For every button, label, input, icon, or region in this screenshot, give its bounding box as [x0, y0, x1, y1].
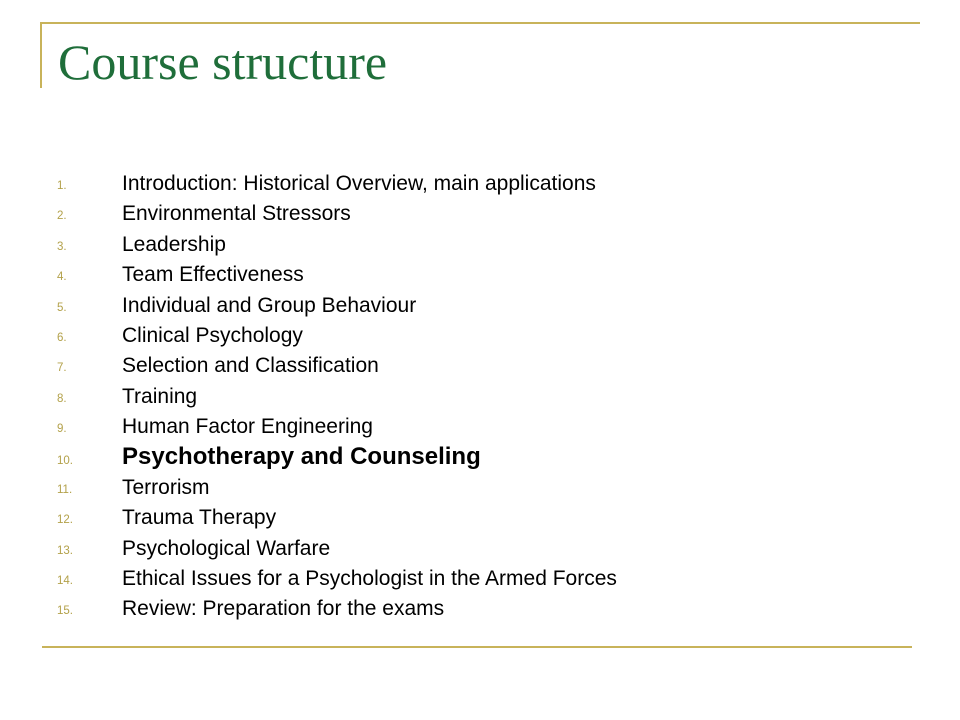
item-label: Individual and Group Behaviour	[122, 293, 417, 317]
list-item	[40, 170, 920, 200]
left-border-line	[40, 22, 42, 88]
item-number: 11.	[57, 483, 73, 496]
item-label: Psychotherapy and Counseling	[122, 442, 481, 470]
item-label: Training	[122, 384, 198, 408]
list-item	[40, 413, 920, 443]
item-label: Terrorism	[122, 475, 210, 499]
bottom-border-line	[42, 646, 912, 648]
item-number: 9.	[57, 423, 67, 436]
item-number: 3.	[57, 240, 67, 253]
item-number: 10.	[57, 454, 73, 467]
list-item	[40, 292, 920, 322]
slide-title: Course structure	[58, 34, 388, 90]
item-label: Leadership	[122, 232, 226, 256]
item-number: 5.	[57, 301, 67, 314]
item-label: Psychological Warfare	[122, 536, 331, 560]
top-border-line	[40, 22, 920, 24]
item-label: Team Effectiveness	[122, 263, 304, 287]
list-item	[40, 474, 920, 504]
item-number: 4.	[57, 271, 67, 284]
item-number: 14.	[57, 575, 73, 588]
item-number: 1.	[57, 180, 67, 192]
item-number: 15.	[57, 605, 73, 618]
list-item	[40, 352, 920, 382]
item-label: Trauma Therapy	[122, 506, 277, 530]
list-item	[40, 565, 920, 595]
list-item	[40, 504, 920, 534]
course-topic-list	[40, 170, 920, 626]
list-item	[40, 322, 920, 352]
item-number: 13.	[57, 544, 73, 557]
item-label: Review: Preparation for the exams	[122, 597, 445, 621]
item-number: 8.	[57, 392, 67, 405]
list-item	[40, 535, 920, 565]
item-number: 6.	[57, 331, 67, 344]
item-label: Environmental Stressors	[122, 202, 351, 226]
list-item	[40, 261, 920, 291]
list-item-highlighted	[40, 444, 920, 474]
list-item	[40, 383, 920, 413]
item-number: 7.	[57, 362, 67, 375]
list-item	[40, 231, 920, 261]
item-label: Selection and Classification	[122, 354, 379, 378]
item-label: Introduction: Historical Overview, main applications	[122, 172, 596, 195]
item-label: Human Factor Engineering	[122, 415, 373, 439]
list-item	[40, 595, 920, 625]
list-item	[40, 200, 920, 230]
item-label: Ethical Issues for a Psychologist in the Armed Forces	[122, 567, 617, 591]
item-label: Clinical Psychology	[122, 323, 303, 347]
item-number: 2.	[57, 210, 67, 223]
item-number: 12.	[57, 514, 73, 527]
